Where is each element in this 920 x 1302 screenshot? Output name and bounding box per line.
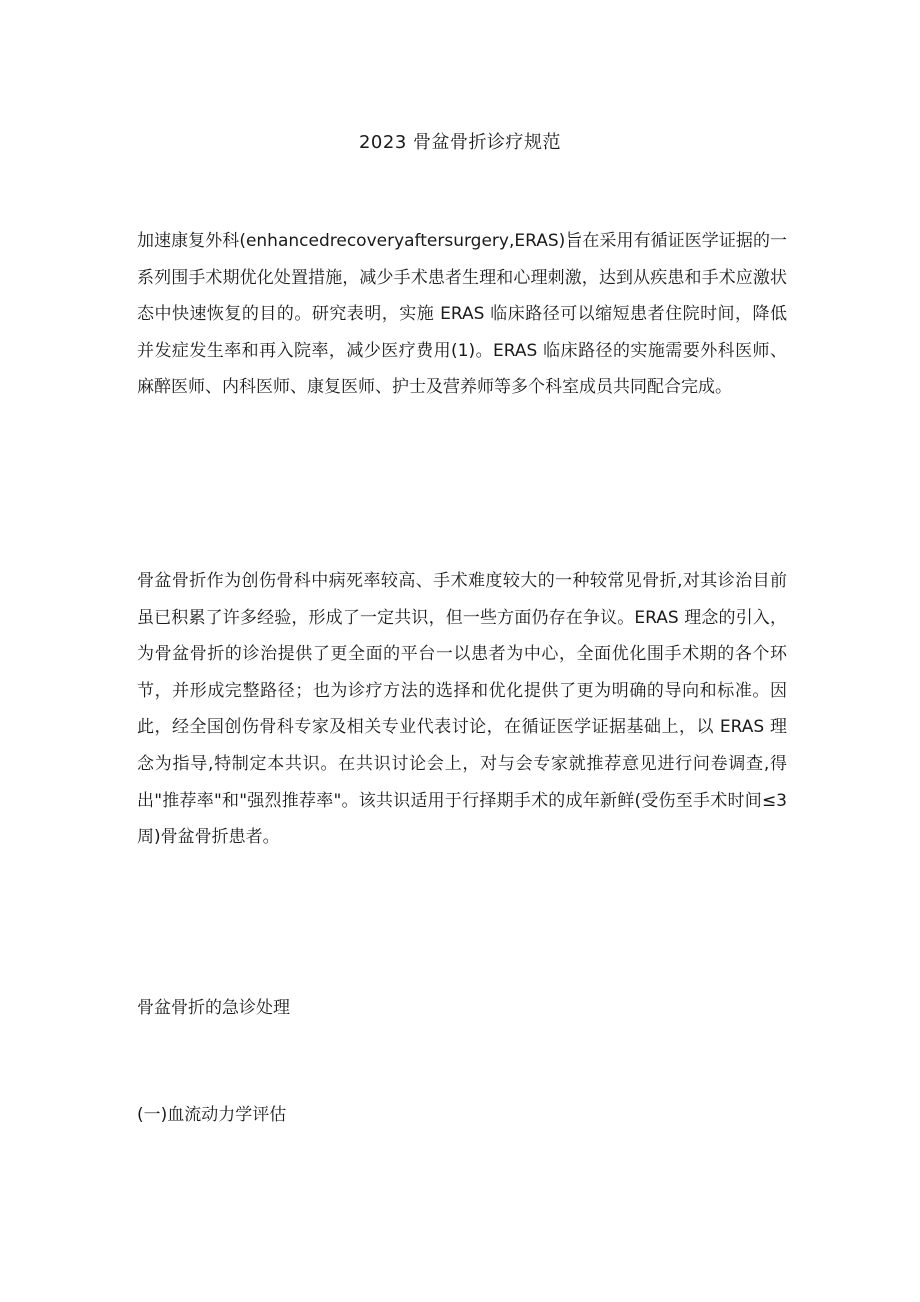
section-heading-emergency-treatment: 骨盆骨折的急诊处理 bbox=[137, 998, 290, 1018]
paragraph-pelvic-fracture-consensus: 骨盆骨折作为创伤骨科中病死率较高、手术难度较大的一种较常见骨折,对其诊治目前虽已积累了许多经验，形成了一定共识，但一些方面仍存在争议。ERAS 理念的引入，为骨盆骨折的诊治提供了更全面的平台一以患者为中心，全面优化围手术期的各个环节，并形成完整路径；也为诊疗方法的选择和优化提供了更为明确的导向和标准。因此，经全国创伤骨科专家及相关专业代表讨论，在循证医学证据基础上，以 ERAS 理念为指导,特制定本共识。在共识讨论会上，对与会专家就推荐意见进行问卷调查,得出"推荐率"和"强烈推荐率"。该共识适用于行择期手术的成年新鲜(受伤至手术时间≤3 周)骨盆骨折患者。 bbox=[137, 571, 787, 848]
subsection-heading-hemodynamic-assessment: (一)血流动力学评估 bbox=[137, 1105, 287, 1125]
document-title: 2023 骨盆骨折诊疗规范 bbox=[358, 132, 562, 153]
paragraph-eras-intro: 加速康复外科(enhancedrecoveryaftersurgery,ERAS)旨在采用有循证医学证据的一系列围手术期优化处置措施，减少手术患者生理和心理刺激，达到从疾患和手术应激状态中快速恢复的目的。研究表明，实施 ERAS 临床路径可以缩短患者住院时间，降低并发症发生率和再入院率，减少医疗费用(1)。ERAS 临床路径的实施需要外科医师、麻醉医师、内科医师、康复医师、护士及营养师等多个科室成员共同配合完成。 bbox=[137, 231, 787, 398]
